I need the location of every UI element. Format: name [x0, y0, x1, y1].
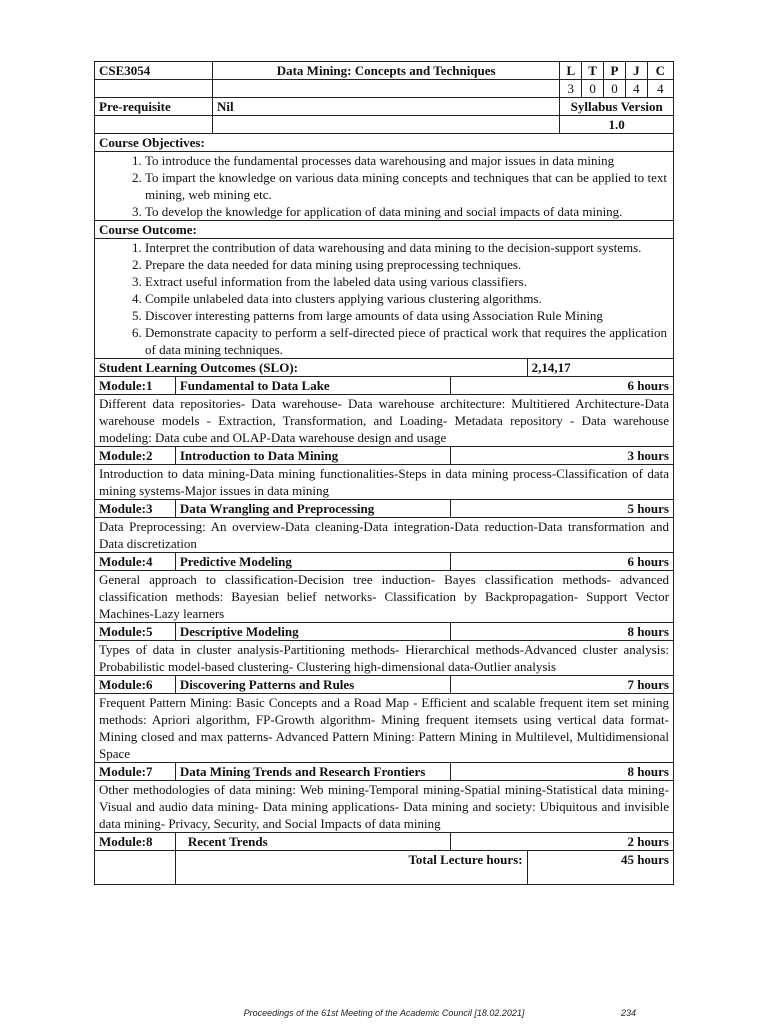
prereq-label: Pre-requisite	[95, 98, 213, 116]
ltpjc-label-p: P	[604, 62, 626, 80]
objectives-cell	[95, 152, 674, 221]
ltpjc-label-j: J	[625, 62, 647, 80]
objective-item: 2. To impart the knowledge on various data mining concepts and techniques that can be applied to text mining, web mining etc.	[145, 169, 669, 203]
outcomes-heading: Course Outcome:	[95, 221, 674, 239]
module-title: Discovering Patterns and Rules	[175, 676, 450, 694]
module-title: Data Wrangling and Preprocessing	[175, 500, 450, 518]
module-hours: 7 hours	[451, 676, 674, 694]
module-content: Other methodologies of data mining: Web mining-Temporal mining-Spatial mining-Statistical data mining- Visual and audio data mining- Data mining applications- Data mining and society: Ubiquitous and invisible data mining- Privacy, Security, and Social Impacts of data mining	[95, 781, 674, 833]
prereq-value: Nil	[212, 98, 559, 116]
outcome-item: 1. Interpret the contribution of data warehousing and data mining to the decision-support systems.	[145, 239, 669, 256]
module-hours: 6 hours	[451, 377, 674, 395]
objectives-heading: Course Objectives:	[95, 134, 674, 152]
module-content: Data Preprocessing: An overview-Data cleaning-Data integration-Data reduction-Data transformation and Data discretization	[95, 518, 674, 553]
module-hours: 8 hours	[451, 763, 674, 781]
objectives-list	[99, 152, 669, 220]
module-hours: 5 hours	[451, 500, 674, 518]
ltpjc-label-c: C	[647, 62, 673, 80]
slo-label: Student Learning Outcomes (SLO):	[95, 359, 528, 377]
ltpjc-value-t: 0	[582, 80, 604, 98]
module-title: Introduction to Data Mining	[175, 447, 450, 465]
ltpjc-label-l: L	[560, 62, 582, 80]
course-title: Data Mining: Concepts and Techniques	[212, 62, 559, 80]
ltpjc-value-c: 4	[647, 80, 673, 98]
total-value: 45 hours	[527, 851, 673, 885]
objective-item: 3. To develop the knowledge for application of data mining and social impacts of data mining.	[145, 203, 669, 220]
module-hours: 2 hours	[451, 833, 674, 851]
course-code: CSE3054	[95, 62, 213, 80]
module-label: Module:6	[95, 676, 176, 694]
module-title: Fundamental to Data Lake	[175, 377, 450, 395]
outcome-item: 5. Discover interesting patterns from large amounts of data using Association Rule Mining	[145, 307, 669, 324]
module-hours: 8 hours	[451, 623, 674, 641]
module-title: Descriptive Modeling	[175, 623, 450, 641]
blank-cell	[95, 80, 213, 98]
ltpjc-value-j: 4	[625, 80, 647, 98]
blank-cell	[212, 80, 559, 98]
syllabus-version-label: Syllabus Version	[560, 98, 674, 116]
module-label: Module:4	[95, 553, 176, 571]
footer-text: Proceedings of the 61st Meeting of the Academic Council [18.02.2021]	[243, 1008, 525, 1018]
module-content: Frequent Pattern Mining: Basic Concepts and a Road Map - Efficient and scalable frequent item set mining methods: Apriori algorithm, FP-Growth algorithm- Mining frequent itemsets using vertical data format- Mining closed and max patterns- Advanced Pattern Mining: Pattern Mining in Multilevel, Multidimensional Space	[95, 694, 674, 763]
blank-cell	[212, 116, 559, 134]
blank-cell	[95, 851, 176, 885]
outcome-item: 2. Prepare the data needed for data mining using preprocessing techniques.	[145, 256, 669, 273]
module-label: Module:5	[95, 623, 176, 641]
total-label: Total Lecture hours:	[175, 851, 527, 885]
syllabus-version-value: 1.0	[560, 116, 674, 134]
outcomes-cell	[95, 239, 674, 359]
module-hours: 3 hours	[451, 447, 674, 465]
module-label: Module:7	[95, 763, 176, 781]
outcome-item: 3. Extract useful information from the labeled data using various classifiers.	[145, 273, 669, 290]
module-label: Module:8	[95, 833, 176, 851]
blank-cell	[95, 116, 213, 134]
module-hours: 6 hours	[451, 553, 674, 571]
syllabus-table	[94, 61, 674, 885]
module-title: Predictive Modeling	[175, 553, 450, 571]
page-number: 234	[621, 1008, 637, 1018]
ltpjc-value-p: 0	[604, 80, 626, 98]
outcome-item: 6. Demonstrate capacity to perform a self-directed piece of practical work that requires the application of data mining techniques.	[145, 324, 669, 358]
module-content: General approach to classification-Decision tree induction- Bayes classification methods- advanced classification methods: Bayesian belief networks- Classification by Backpropagation- Support Vector Machines-Lazy learners	[95, 571, 674, 623]
module-label: Module:2	[95, 447, 176, 465]
objective-item: 1. To introduce the fundamental processes data warehousing and major issues in data mining	[145, 152, 669, 169]
module-content: Types of data in cluster analysis-Partitioning methods- Hierarchical methods-Advanced cluster analysis: Probabilistic model-based clustering- Clustering high-dimensional data-Outlier analysis	[95, 641, 674, 676]
outcome-item: 4. Compile unlabeled data into clusters applying various clustering algorithms.	[145, 290, 669, 307]
module-content: Introduction to data mining-Data mining functionalities-Steps in data mining process-Classification of data mining systems-Major issues in data mining	[95, 465, 674, 500]
ltpjc-label-t: T	[582, 62, 604, 80]
outcomes-list	[99, 239, 669, 358]
slo-value: 2,14,17	[527, 359, 673, 377]
module-label: Module:3	[95, 500, 176, 518]
module-label: Module:1	[95, 377, 176, 395]
module-title: Recent Trends	[175, 833, 450, 851]
module-title: Data Mining Trends and Research Frontiers	[175, 763, 450, 781]
ltpjc-value-l: 3	[560, 80, 582, 98]
module-content: Different data repositories- Data warehouse- Data warehouse architecture: Multitiered Architecture-Data warehouse models - Extraction, Transformation, and Loading- Metadata repository - Data warehouse modeling: Data cube and OLAP-Data warehouse design and usage	[95, 395, 674, 447]
